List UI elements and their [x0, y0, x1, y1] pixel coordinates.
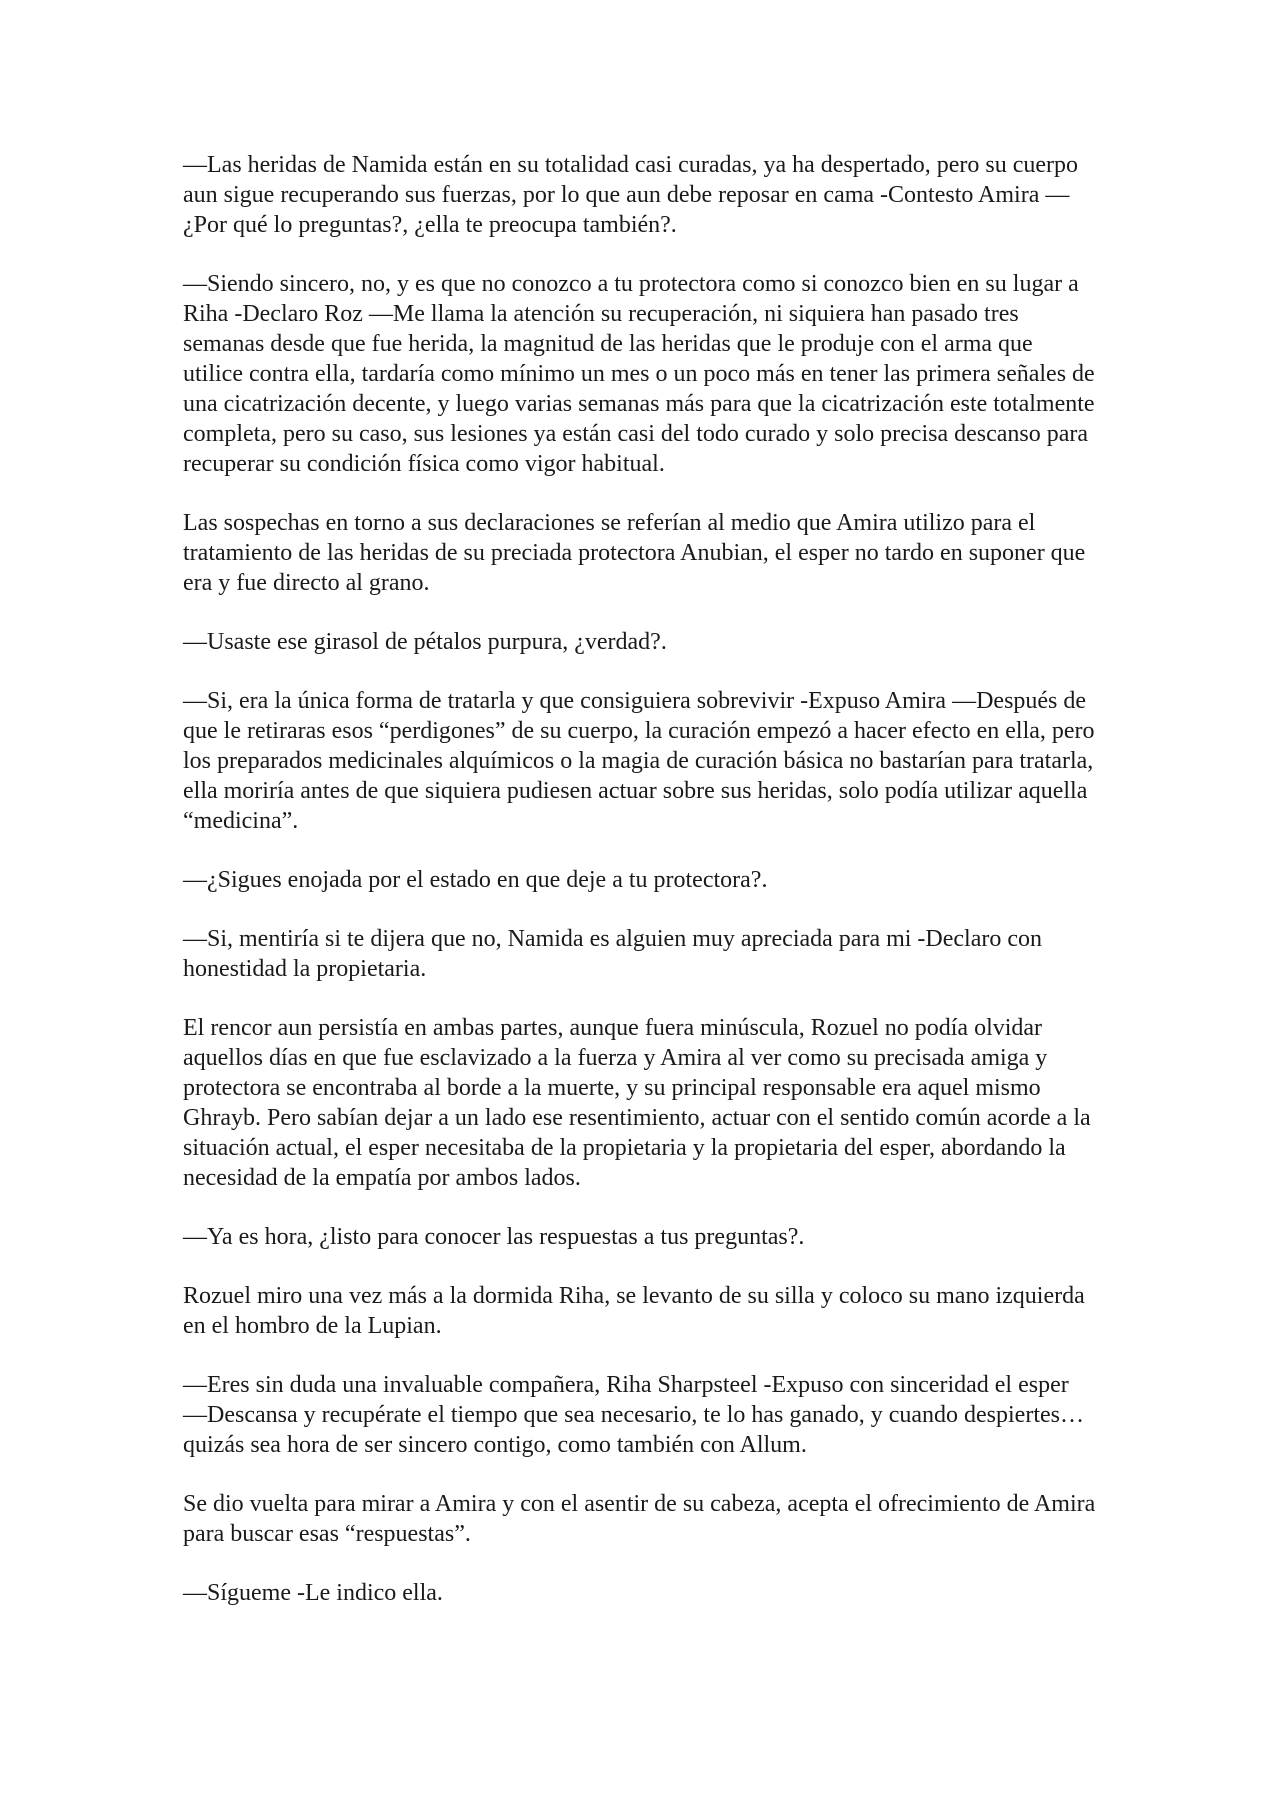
paragraph: —Si, mentiría si te dijera que no, Namida es alguien muy apreciada para mi -Declaro con honestidad la propietaria.: [183, 926, 1043, 982]
paragraph: —Siendo sincero, no, y es que no conozco a tu protectora como si conozco bien en su lugar a Riha -Declaro Roz —Me llama la atención su recuperación, ni siquiera han pasado tres semanas desde que fue herida, la magnitud de las heridas que le produje con el arma que utilice contra ella, tardaría como mínimo un mes o un poco más en tener las primera señales de una cicatrización decente, y luego varias semanas más para que la cicatrización este totalmente completa, pero su caso, sus lesiones ya están casi del todo curado y solo precisa descanso para recuperar su condición física como vigor habitual.: [183, 271, 1095, 477]
paragraph: Rozuel miro una vez más a la dormida Riha, se levanto de su silla y coloco su mano izquierda en el hombro de la Lupian.: [183, 1283, 1085, 1339]
paragraph: —¿Sigues enojada por el estado en que deje a tu protectora?.: [183, 867, 768, 893]
paragraph: —Eres sin duda una invaluable compañera, Riha Sharpsteel -Expuso con sinceridad el esper —Descansa y recupérate el tiempo que sea necesario, te lo has ganado, y cuando despiertes… quizás sea hora de ser sincero contigo, como también con Allum.: [183, 1372, 1084, 1458]
paragraph: —Usaste ese girasol de pétalos purpura, ¿verdad?.: [183, 629, 667, 655]
paragraph: Se dio vuelta para mirar a Amira y con el asentir de su cabeza, acepta el ofrecimiento de Amira para buscar esas “respuestas”.: [183, 1491, 1096, 1547]
paragraph: Las sospechas en torno a sus declaraciones se referían al medio que Amira utilizo para el tratamiento de las heridas de su preciada protectora Anubian, el esper no tardo en suponer que era y fue directo al grano.: [183, 510, 1086, 596]
document-body: [183, 150, 1098, 1637]
paragraph: —Ya es hora, ¿listo para conocer las respuestas a tus preguntas?.: [183, 1224, 805, 1250]
paragraph: —Sígueme -Le indico ella.: [183, 1580, 443, 1606]
paragraph: —Si, era la única forma de tratarla y que consiguiera sobrevivir -Expuso Amira —Después de que le retiraras esos “perdigones” de su cuerpo, la curación empezó a hacer efecto en ella, pero los preparados medicinales alquímicos o la magia de curación básica no bastarían para tratarla, ella moriría antes de que siquiera pudiesen actuar sobre sus heridas, solo podía utilizar aquella “medicina”.: [183, 688, 1095, 834]
paragraph: —Las heridas de Namida están en su totalidad casi curadas, ya ha despertado, pero su cuerpo aun sigue recuperando sus fuerzas, por lo que aun debe reposar en cama -Contesto Amira —¿Por qué lo preguntas?, ¿ella te preocupa también?.: [183, 152, 1079, 238]
paragraph: El rencor aun persistía en ambas partes, aunque fuera minúscula, Rozuel no podía olvidar aquellos días en que fue esclavizado a la fuerza y Amira al ver como su precisada amiga y protectora se encontraba al borde a la muerte, y su principal responsable era aquel mismo Ghrayb. Pero sabían dejar a un lado ese resentimiento, actuar con el sentido común acorde a la situación actual, el esper necesitaba de la propietaria y la propietaria del esper, abordando la necesidad de la empatía por ambos lados.: [183, 1015, 1091, 1191]
